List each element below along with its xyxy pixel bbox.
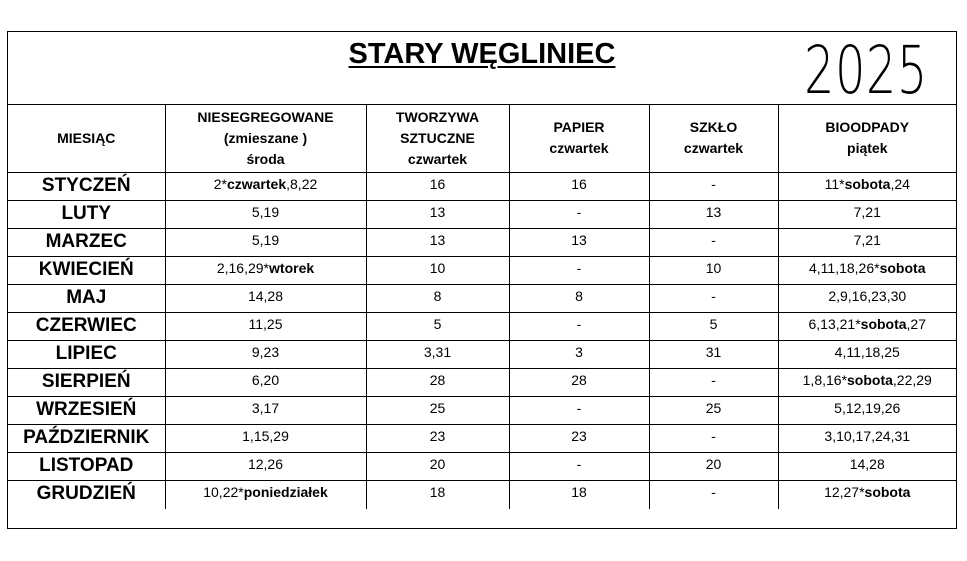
glass-cell: - <box>649 173 778 201</box>
mixed-cell <box>165 453 366 481</box>
column-header-line: czwartek <box>683 140 744 156</box>
column-header-glass <box>649 104 778 173</box>
column-header-line: (zmieszane ) <box>223 129 308 146</box>
bio-cell-bold: sobota <box>844 176 891 192</box>
mixed-cell <box>165 313 366 341</box>
column-header-line: MIESIĄC <box>57 129 116 146</box>
plastic-cell: 3,31 <box>366 341 509 369</box>
glass-cell: 20 <box>649 453 778 481</box>
table-row <box>8 313 956 341</box>
bio-cell <box>778 285 956 313</box>
bio-cell-bold: sobota <box>879 260 926 276</box>
column-header-line: PAPIER <box>553 119 605 135</box>
glass-cell: 25 <box>649 397 778 425</box>
table-row <box>8 425 956 453</box>
table-row <box>8 369 956 397</box>
bio-cell-pre: 4,11,18,25 <box>834 344 900 360</box>
bio-cell-pre: 4,11,18,26* <box>809 260 880 276</box>
year-label: 2025 <box>804 32 928 109</box>
glass-cell: 10 <box>649 257 778 285</box>
mixed-cell <box>165 369 366 397</box>
column-header-paper <box>509 104 649 173</box>
bio-cell <box>778 257 956 285</box>
mixed-cell-pre: 2,16,29* <box>216 260 270 276</box>
mixed-cell-pre: 10,22* <box>203 484 244 500</box>
glass-cell: - <box>649 481 778 509</box>
mixed-cell <box>165 285 366 313</box>
plastic-cell: 25 <box>366 397 509 425</box>
bio-cell <box>778 341 956 369</box>
table-row <box>8 285 956 313</box>
paper-cell: 16 <box>509 173 649 201</box>
bio-cell <box>778 201 956 229</box>
table-row <box>8 201 956 229</box>
mixed-cell-pre: 5,19 <box>251 232 280 248</box>
plastic-cell: 28 <box>366 369 509 397</box>
glass-cell: 5 <box>649 313 778 341</box>
mixed-cell-post: ,8,22 <box>286 176 318 192</box>
glass-cell: 13 <box>649 201 778 229</box>
table-row <box>8 257 956 285</box>
table-row <box>8 341 956 369</box>
bio-cell <box>778 173 956 201</box>
bio-cell-pre: 7,21 <box>853 204 881 220</box>
collection-table <box>8 104 956 509</box>
month-cell: MAJ <box>8 285 165 313</box>
bio-cell-pre: 3,10,17,24,31 <box>824 428 911 444</box>
bio-cell <box>778 481 956 509</box>
paper-cell: 3 <box>509 341 649 369</box>
paper-cell: - <box>509 201 649 229</box>
column-header-plastic <box>366 104 509 173</box>
bio-cell <box>778 453 956 481</box>
month-cell: WRZESIEŃ <box>8 397 165 425</box>
column-header-line: czwartek <box>407 150 468 167</box>
page-title: STARY WĘGLINIEC <box>348 38 616 70</box>
bio-cell-bold: sobota <box>860 316 907 332</box>
plastic-cell: 13 <box>366 201 509 229</box>
mixed-cell-pre: 5,19 <box>251 204 280 220</box>
month-cell: CZERWIEC <box>8 313 165 341</box>
glass-cell: 31 <box>649 341 778 369</box>
column-header-line: piątek <box>847 140 888 156</box>
plastic-cell: 13 <box>366 229 509 257</box>
schedule-sheet <box>7 31 957 529</box>
table-row <box>8 481 956 509</box>
header-row <box>8 104 956 173</box>
plastic-cell: 16 <box>366 173 509 201</box>
plastic-cell: 20 <box>366 453 509 481</box>
bio-cell <box>778 397 956 425</box>
column-header-bio <box>778 104 956 173</box>
mixed-cell-bold: czwartek <box>226 176 287 192</box>
column-header-line: TWORZYWA <box>395 108 480 125</box>
mixed-cell-bold: wtorek <box>269 260 315 276</box>
bio-cell <box>778 313 956 341</box>
mixed-cell-pre: 9,23 <box>251 344 280 360</box>
table-row <box>8 453 956 481</box>
mixed-cell-pre: 6,20 <box>251 372 280 388</box>
mixed-cell <box>165 201 366 229</box>
month-cell: LISTOPAD <box>8 453 165 481</box>
mixed-cell <box>165 229 366 257</box>
bio-cell-bold: sobota <box>847 372 893 388</box>
column-header-line: środa <box>246 150 285 167</box>
title-bar <box>8 32 956 109</box>
paper-cell: - <box>509 257 649 285</box>
plastic-cell: 8 <box>366 285 509 313</box>
paper-cell: 28 <box>509 369 649 397</box>
month-cell: LUTY <box>8 201 165 229</box>
bio-cell-pre: 12,27* <box>824 484 865 500</box>
paper-cell: - <box>509 453 649 481</box>
mixed-cell <box>165 173 366 201</box>
month-cell: STYCZEŃ <box>8 173 165 201</box>
month-cell: MARZEC <box>8 229 165 257</box>
bio-cell-pre: 6,13,21* <box>808 316 861 332</box>
bio-cell-pre: 14,28 <box>849 456 885 472</box>
bio-cell <box>778 425 956 453</box>
mixed-cell-pre: 12,26 <box>247 456 284 472</box>
mixed-cell-pre: 2* <box>213 176 227 192</box>
mixed-cell-pre: 14,28 <box>247 288 284 304</box>
bio-cell-pre: 7,21 <box>853 232 881 248</box>
paper-cell: - <box>509 397 649 425</box>
bio-cell <box>778 369 956 397</box>
paper-cell: 8 <box>509 285 649 313</box>
column-header-mixed <box>165 104 366 173</box>
bio-cell-pre: 5,12,19,26 <box>834 400 901 416</box>
mixed-cell-pre: 3,17 <box>251 400 280 416</box>
table-body <box>8 173 956 509</box>
bio-cell-post: ,24 <box>890 176 910 192</box>
plastic-cell: 18 <box>366 481 509 509</box>
paper-cell: 13 <box>509 229 649 257</box>
paper-cell: 18 <box>509 481 649 509</box>
bio-cell-pre: 11* <box>824 176 845 192</box>
column-header-line: NIESEGREGOWANE <box>197 108 334 125</box>
bio-cell-pre: 1,8,16* <box>802 372 848 388</box>
mixed-cell-pre: 1,15,29 <box>242 428 289 444</box>
mixed-cell-bold: poniedziałek <box>243 484 328 500</box>
mixed-cell <box>165 425 366 453</box>
month-cell: SIERPIEŃ <box>8 369 165 397</box>
column-header-line: SZKŁO <box>689 119 738 135</box>
plastic-cell: 10 <box>366 257 509 285</box>
bio-cell-bold: sobota <box>864 484 911 500</box>
month-cell: GRUDZIEŃ <box>8 481 165 509</box>
column-header-line: SZTUCZNE <box>400 129 475 146</box>
paper-cell: 23 <box>509 425 649 453</box>
table-row <box>8 229 956 257</box>
plastic-cell: 23 <box>366 425 509 453</box>
mixed-cell <box>165 341 366 369</box>
table-row <box>8 173 956 201</box>
mixed-cell <box>165 257 366 285</box>
bio-cell-pre: 2,9,16,23,30 <box>828 288 907 304</box>
glass-cell: - <box>649 285 778 313</box>
month-cell: PAŹDZIERNIK <box>8 425 165 453</box>
bio-cell-post: ,22,29 <box>892 372 932 388</box>
glass-cell: - <box>649 425 778 453</box>
table-row <box>8 397 956 425</box>
column-header-line: BIOODPADY <box>825 119 910 135</box>
paper-cell: - <box>509 313 649 341</box>
bio-cell <box>778 229 956 257</box>
glass-cell: - <box>649 369 778 397</box>
mixed-cell <box>165 481 366 509</box>
bio-cell-post: ,27 <box>906 316 927 332</box>
plastic-cell: 5 <box>366 313 509 341</box>
month-cell: KWIECIEŃ <box>8 257 165 285</box>
glass-cell: - <box>649 229 778 257</box>
month-cell: LIPIEC <box>8 341 165 369</box>
mixed-cell <box>165 397 366 425</box>
column-header-line: czwartek <box>549 140 609 156</box>
column-header-month <box>8 104 165 173</box>
mixed-cell-pre: 11,25 <box>248 316 283 332</box>
